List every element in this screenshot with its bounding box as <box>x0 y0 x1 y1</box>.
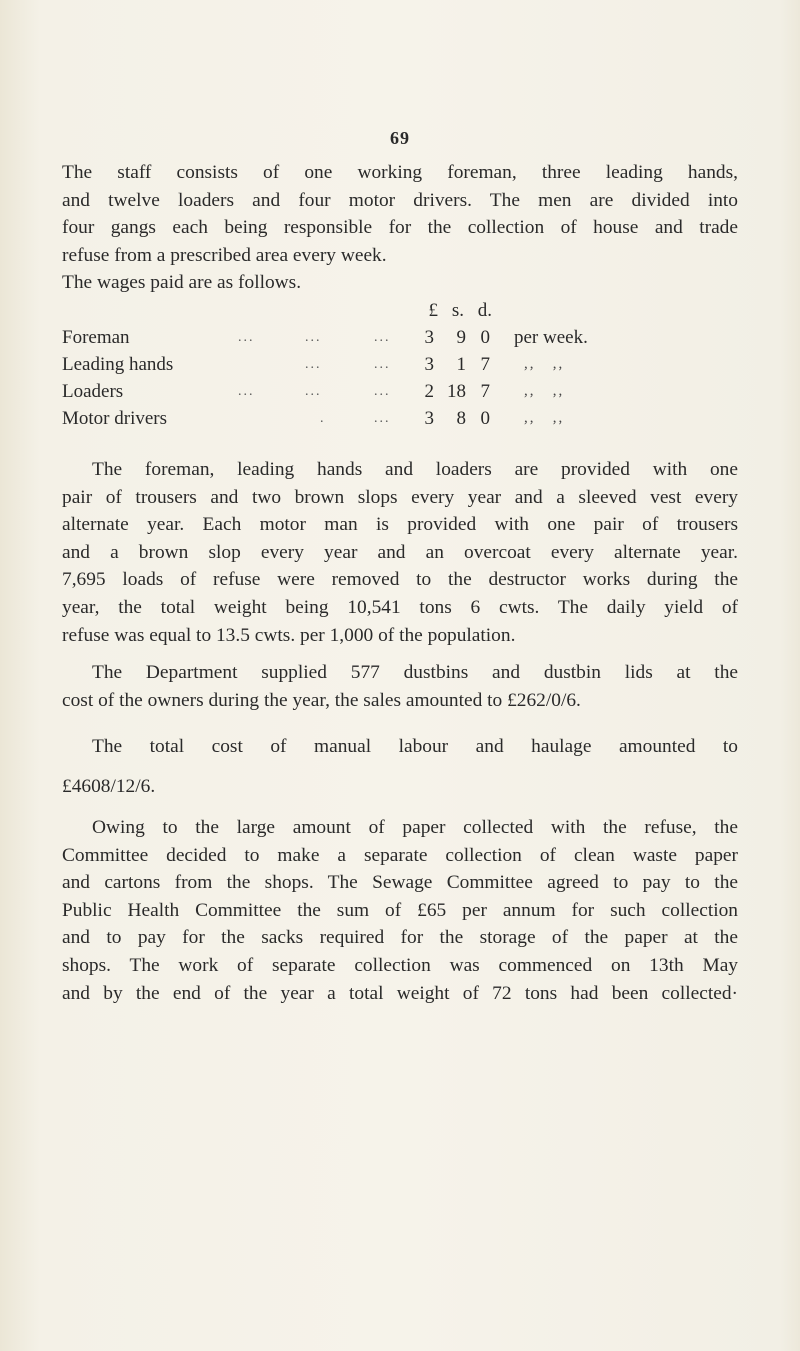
leader-dots: ... <box>374 330 391 345</box>
shillings-header: s. <box>451 300 464 321</box>
role-label: Loaders <box>62 381 124 402</box>
pence-header: d. <box>477 300 492 321</box>
clothing-line-4: and a brown slop every year and an overcoat every alternate year. <box>62 541 738 563</box>
wage-row <box>62 381 738 407</box>
role-label: Foreman <box>62 327 130 348</box>
paper-line-6: shops. The work of separate collection was commenced on 13th May <box>62 954 738 976</box>
paper-line-4: Public Health Committee the sum of £65 per annum for such collection <box>62 899 738 921</box>
ditto-marks: ,, ,, <box>524 383 565 399</box>
paper-line-2: Committee decided to make a separate collection of clean waste paper <box>62 844 738 866</box>
paper-paragraph <box>62 814 738 1007</box>
paper-line-1: Owing to the large amount of paper collected with the refuse, the <box>92 817 738 838</box>
labour-line-1: The total cost of manual labour and haulage amounted to <box>92 736 738 757</box>
leader-dots: ... <box>305 357 322 372</box>
leader-dots: ... <box>305 384 322 399</box>
labour-line-2: £4608/12/6. <box>62 776 156 797</box>
pence-value: 0 <box>480 327 490 348</box>
shillings-value: 9 <box>456 327 466 348</box>
intro-line-3: four gangs each being responsible for the collection of house and trade <box>62 217 738 239</box>
shillings-value: 8 <box>456 408 466 429</box>
leader-dots: ... <box>374 411 391 426</box>
pence-value: 0 <box>480 408 490 429</box>
wage-row <box>62 327 738 353</box>
wage-row <box>62 408 738 434</box>
clothing-line-1: The foreman, leading hands and loaders are provided with one <box>92 459 738 480</box>
wage-row <box>62 354 738 380</box>
dustbins-paragraph <box>62 659 738 714</box>
pounds-value: 3 <box>424 354 434 375</box>
intro-line-2: and twelve loaders and four motor drivers. The men are divided into <box>62 189 738 211</box>
leader-dots: ... <box>374 357 391 372</box>
leader-dots: ... <box>374 384 391 399</box>
role-label: Motor drivers <box>62 408 168 429</box>
page-number: 69 <box>390 128 410 148</box>
intro-paragraph <box>62 159 738 297</box>
intro-line-4: refuse from a prescribed area every week. <box>62 244 387 266</box>
ditto-marks: ,, ,, <box>524 356 565 372</box>
rate-suffix: per week. <box>514 327 588 348</box>
leader-dots: ... <box>238 384 255 399</box>
pounds-value: 3 <box>424 408 434 429</box>
leader-dots: ... <box>305 330 322 345</box>
role-label: Leading hands <box>62 354 174 375</box>
intro-line-5: The wages paid are as follows. <box>62 272 302 294</box>
pounds-value: 2 <box>424 381 434 402</box>
pounds-header: £ <box>428 300 438 321</box>
clothing-line-6: year, the total weight being 10,541 tons 6 cwts. The daily yield of <box>62 596 738 618</box>
paper-line-5: and to pay for the sacks required for the storage of the paper at the <box>62 927 738 949</box>
clothing-line-5: 7,695 loads of refuse were removed to the destructor works during the <box>62 569 738 591</box>
leader-dots: . <box>320 411 326 426</box>
clothing-line-7: refuse was equal to 13.5 cwts. per 1,000 of the population. <box>62 624 516 646</box>
leader-dots: ... <box>238 330 255 345</box>
clothing-line-3: alternate year. Each motor man is provided with one pair of trousers <box>62 514 738 536</box>
ditto-marks: ,, ,, <box>524 410 565 426</box>
intro-line-1: The staff consists of one working foreman, three leading hands, <box>62 162 738 183</box>
pounds-value: 3 <box>424 327 434 348</box>
shillings-value: 18 <box>447 381 466 402</box>
shillings-value: 1 <box>456 354 466 375</box>
clothing-paragraph <box>62 456 738 649</box>
clothing-line-2: pair of trousers and two brown slops every year and a sleeved vest every <box>62 486 738 508</box>
dustbins-line-1: The Department supplied 577 dustbins and dustbin lids at the <box>92 662 738 683</box>
pence-value: 7 <box>480 354 490 375</box>
paper-line-3: and cartons from the shops. The Sewage Committee agreed to pay to the <box>62 872 738 894</box>
labour-paragraph <box>62 727 738 807</box>
pence-value: 7 <box>480 381 490 402</box>
paper-line-7: and by the end of the year a total weight of 72 tons had been collected· <box>62 982 738 1004</box>
dustbins-line-2: cost of the owners during the year, the sales amounted to £262/0/6. <box>62 689 581 711</box>
